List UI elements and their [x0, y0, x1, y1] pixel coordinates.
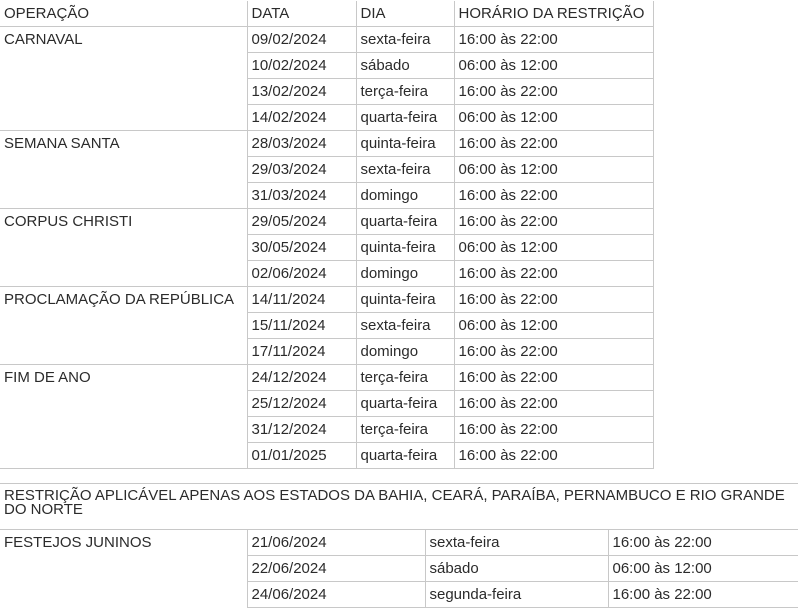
header-horario: HORÁRIO DA RESTRIÇÃO [454, 1, 653, 27]
table-row [0, 157, 653, 183]
operation-cell [0, 105, 247, 131]
time-range-cell: 16:00 às 22:00 [608, 530, 798, 556]
table-row [0, 79, 653, 105]
table-row [0, 365, 653, 391]
date-cell: 15/11/2024 [247, 313, 356, 339]
date-cell: 28/03/2024 [247, 131, 356, 157]
weekday-cell: quinta-feira [356, 235, 454, 261]
table-row [0, 27, 653, 53]
time-range-cell: 16:00 às 22:00 [454, 27, 653, 53]
operation-cell [0, 79, 247, 105]
operation-cell: FESTEJOS JUNINOS [0, 530, 247, 556]
date-cell: 22/06/2024 [247, 556, 425, 582]
table-row [0, 287, 653, 313]
table-row [0, 443, 653, 469]
date-cell: 25/12/2024 [247, 391, 356, 417]
operation-cell [0, 235, 247, 261]
time-range-cell: 06:00 às 12:00 [454, 105, 653, 131]
operation-cell [0, 391, 247, 417]
table-row [0, 53, 653, 79]
weekday-cell: sexta-feira [356, 313, 454, 339]
table-row [0, 339, 653, 365]
table-row [0, 417, 653, 443]
regional-restriction-table [0, 483, 798, 608]
operation-cell: CORPUS CHRISTI [0, 209, 247, 235]
operation-cell [0, 313, 247, 339]
time-range-cell: 16:00 às 22:00 [454, 261, 653, 287]
date-cell: 29/05/2024 [247, 209, 356, 235]
restriction-table [0, 1, 654, 469]
weekday-cell: terça-feira [356, 79, 454, 105]
time-range-cell: 16:00 às 22:00 [454, 391, 653, 417]
regional-notice: RESTRIÇÃO APLICÁVEL APENAS AOS ESTADOS DA BAHIA, CEARÁ, PARAÍBA, PERNAMBUCO E RIO GRANDE DO NORTE [0, 484, 798, 530]
time-range-cell: 16:00 às 22:00 [454, 443, 653, 469]
time-range-cell: 16:00 às 22:00 [454, 339, 653, 365]
table-row [0, 391, 653, 417]
table-row [0, 105, 653, 131]
date-cell: 31/03/2024 [247, 183, 356, 209]
date-cell: 29/03/2024 [247, 157, 356, 183]
table-row [0, 183, 653, 209]
weekday-cell: sábado [425, 556, 608, 582]
header-data: DATA [247, 1, 356, 27]
operation-cell [0, 157, 247, 183]
time-range-cell: 16:00 às 22:00 [454, 209, 653, 235]
operation-cell: SEMANA SANTA [0, 131, 247, 157]
operation-cell: PROCLAMAÇÃO DA REPÚBLICA [0, 287, 247, 313]
weekday-cell: sexta-feira [356, 157, 454, 183]
weekday-cell: quarta-feira [356, 443, 454, 469]
operation-cell [0, 183, 247, 209]
operation-cell [0, 582, 247, 608]
weekday-cell: sexta-feira [425, 530, 608, 556]
header-dia: DIA [356, 1, 454, 27]
operation-cell [0, 443, 247, 469]
date-cell: 02/06/2024 [247, 261, 356, 287]
time-range-cell: 16:00 às 22:00 [454, 287, 653, 313]
weekday-cell: sexta-feira [356, 27, 454, 53]
time-range-cell: 06:00 às 12:00 [454, 53, 653, 79]
weekday-cell: domingo [356, 339, 454, 365]
time-range-cell: 16:00 às 22:00 [454, 183, 653, 209]
operation-cell [0, 53, 247, 79]
time-range-cell: 16:00 às 22:00 [608, 582, 798, 608]
weekday-cell: quinta-feira [356, 131, 454, 157]
time-range-cell: 06:00 às 12:00 [454, 313, 653, 339]
date-cell: 24/12/2024 [247, 365, 356, 391]
date-cell: 09/02/2024 [247, 27, 356, 53]
time-range-cell: 16:00 às 22:00 [454, 365, 653, 391]
weekday-cell: domingo [356, 261, 454, 287]
table-row [0, 556, 798, 582]
operation-cell [0, 556, 247, 582]
date-cell: 01/01/2025 [247, 443, 356, 469]
table-row [0, 131, 653, 157]
table-row [0, 530, 798, 556]
operation-cell: FIM DE ANO [0, 365, 247, 391]
date-cell: 30/05/2024 [247, 235, 356, 261]
operation-cell [0, 339, 247, 365]
weekday-cell: terça-feira [356, 365, 454, 391]
time-range-cell: 06:00 às 12:00 [608, 556, 798, 582]
table-row [0, 582, 798, 608]
weekday-cell: quarta-feira [356, 105, 454, 131]
operation-cell [0, 417, 247, 443]
weekday-cell: terça-feira [356, 417, 454, 443]
table-row [0, 261, 653, 287]
date-cell: 10/02/2024 [247, 53, 356, 79]
table-row [0, 235, 653, 261]
date-cell: 14/11/2024 [247, 287, 356, 313]
date-cell: 31/12/2024 [247, 417, 356, 443]
time-range-cell: 16:00 às 22:00 [454, 417, 653, 443]
date-cell: 13/02/2024 [247, 79, 356, 105]
date-cell: 17/11/2024 [247, 339, 356, 365]
weekday-cell: quinta-feira [356, 287, 454, 313]
time-range-cell: 06:00 às 12:00 [454, 157, 653, 183]
date-cell: 24/06/2024 [247, 582, 425, 608]
table-row [0, 209, 653, 235]
operation-cell: CARNAVAL [0, 27, 247, 53]
weekday-cell: sábado [356, 53, 454, 79]
header-operacao: OPERAÇÃO [0, 1, 247, 27]
notice-row [0, 484, 798, 530]
date-cell: 21/06/2024 [247, 530, 425, 556]
operation-cell [0, 261, 247, 287]
time-range-cell: 16:00 às 22:00 [454, 79, 653, 105]
table-row [0, 313, 653, 339]
weekday-cell: quarta-feira [356, 209, 454, 235]
time-range-cell: 06:00 às 12:00 [454, 235, 653, 261]
weekday-cell: domingo [356, 183, 454, 209]
weekday-cell: segunda-feira [425, 582, 608, 608]
weekday-cell: quarta-feira [356, 391, 454, 417]
table-header-row [0, 1, 653, 27]
date-cell: 14/02/2024 [247, 105, 356, 131]
time-range-cell: 16:00 às 22:00 [454, 131, 653, 157]
